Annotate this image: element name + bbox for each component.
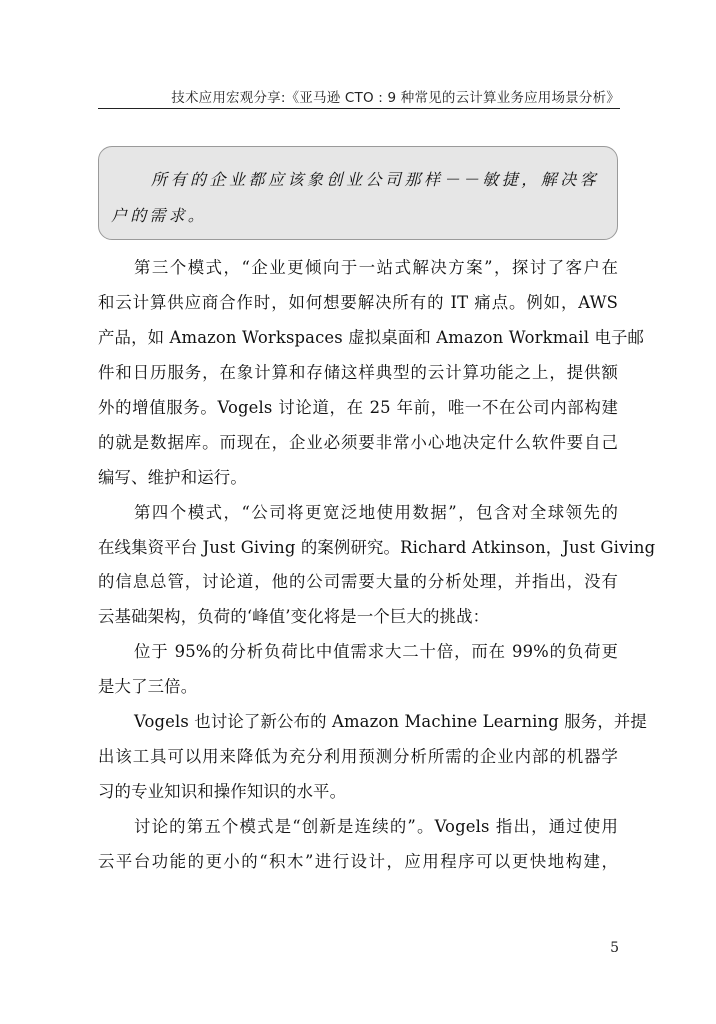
paragraph-line: 外的增值服务。Vogels 讨论道，在 25 年前，唯一不在公司内部构建 bbox=[98, 397, 618, 417]
running-header: 技术应用宏观分享:《亚马逊 CTO : 9 种常见的云计算业务应用场景分析》 bbox=[171, 90, 620, 106]
quote-text: 所有的企业都应该象创业公司那样－－敏捷，解决客户的需求。 bbox=[111, 170, 599, 225]
paragraph-line: 云基础架构，负荷的‘峰值’变化将是一个巨大的挑战： bbox=[98, 607, 490, 627]
paragraph-line: 件和日历服务，在象计算和存储这样典型的云计算功能之上，提供额 bbox=[98, 362, 618, 382]
paragraph-line: 第三个模式，“企业更倾向于一站式解决方案”，探讨了客户在 bbox=[134, 258, 618, 277]
paragraph-line: 的就是数据库。而现在，企业必须要非常小心地决定什么软件要自己 bbox=[98, 432, 618, 452]
paragraph-line: 产品，如 Amazon Workspaces 虚拟桌面和 Amazon Workmail 电子邮 bbox=[98, 327, 645, 347]
page-number: 5 bbox=[610, 940, 619, 956]
paragraph-line: 编写、维护和运行。 bbox=[98, 467, 247, 487]
quote-box bbox=[98, 146, 618, 240]
paragraph-line: 在线集资平台 Just Giving 的案例研究。Richard Atkinson，Just Giving bbox=[98, 537, 656, 557]
paragraph-line: Vogels 也讨论了新公布的 Amazon Machine Learning 服务，并提 bbox=[134, 712, 647, 732]
paragraph-line: 出该工具可以用来降低为充分利用预测分析所需的企业内部的机器学 bbox=[98, 747, 618, 767]
paragraph-line: 讨论的第五个模式是“创新是连续的”。Vogels 指出，通过使用 bbox=[134, 817, 618, 836]
paragraph-line: 云平台功能的更小的“积木”进行设计，应用程序可以更快地构建， bbox=[98, 851, 618, 871]
paragraph-line: 的信息总管，讨论道，他的公司需要大量的分析处理，并指出，没有 bbox=[98, 572, 618, 592]
paragraph-line: 第四个模式，“公司将更宽泛地使用数据”，包含对全球领先的 bbox=[134, 502, 618, 522]
paragraph-line: 习的专业知识和操作知识的水平。 bbox=[98, 782, 347, 802]
header-rule bbox=[98, 108, 620, 109]
paragraph-line: 位于 95%的分析负荷比中值需求大二十倍，而在 99%的负荷更 bbox=[134, 642, 618, 662]
body-text bbox=[98, 251, 656, 880]
paragraph-line: 和云计算供应商合作时，如何想要解决所有的 IT 痛点。例如，AWS bbox=[98, 292, 618, 312]
paragraph-line: 是大了三倍。 bbox=[98, 677, 198, 697]
